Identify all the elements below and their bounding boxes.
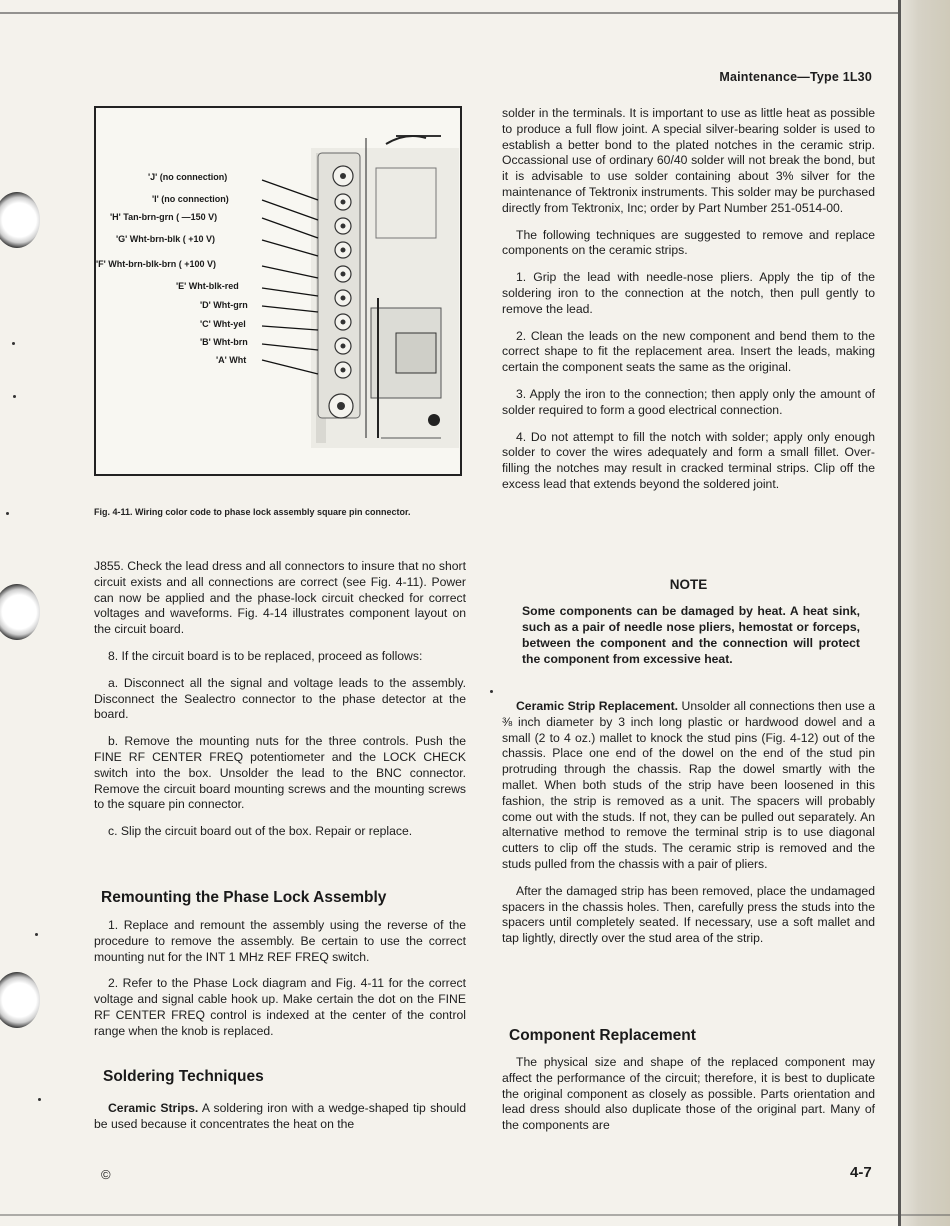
paragraph-text: A soldering iron with a wedge-shaped tip should be used because it concentrates the heat on the: [94, 1101, 466, 1131]
run-in-heading: Ceramic Strips.: [108, 1101, 199, 1115]
pin-label-d: 'D' Wht-grn: [200, 300, 248, 310]
paragraph: solder in the terminals. It is important to use as little heat as possible to produce a full flow joint. A special silver-bearing solder is used to establish a better bond to the plated notches in the ceramic strip. Occassional use of ordinary 60/40 solder will not break the bond, but it is advisable to use solder containing about 3% silver for the maintenance of Tektronix instruments. This solder may be purchased directly from Tektronix, Inc; order by Part Number 251-0514-00.: [502, 106, 875, 215]
paragraph: 2. Refer to the Phase Lock diagram and Fig. 4-11 for the correct voltage and signal cable hook up. Make certain the dot on the FINE RF CENTER FREQ control is indexed at the center of the control range when the knob is replaced.: [94, 976, 466, 1038]
paragraph: 3. Apply the iron to the connection; then apply only the amount of solder required to form a good electrical connection.: [502, 386, 875, 417]
paragraph: 8. If the circuit board is to be replaced, proceed as follows:: [108, 648, 423, 663]
scan-speck: [12, 342, 15, 345]
scan-speck: [38, 1098, 41, 1101]
note-text: Some components can be damaged by heat. A heat sink, such as a pair of needle nose pliers, hemostat or forceps, between the component and the connection will protect the component from excessive heat.: [522, 604, 860, 666]
pin-label-g: 'G' Wht-brn-blk ( +10 V): [116, 234, 216, 244]
paragraph: c. Slip the circuit board out of the box. Repair or replace.: [108, 824, 413, 839]
left-column-upper: [94, 559, 466, 840]
page-right-edge: [898, 0, 950, 1226]
copyright-symbol: ©: [101, 1167, 111, 1182]
punch-hole: [0, 972, 40, 1028]
paragraph: After the damaged strip has been removed, place the undamaged spacers in the chassis holes. Then, carefully press the studs into the spacers until completely seated. If necessary, use a soft mallet and tap lightly, directly over the stud area of the strip.: [502, 883, 875, 946]
paragraph: J855. Check the lead dress and all connectors to insure that no short circuit exists and all connections are correct (see Fig. 4-11). Power can now be applied and the phase-lock circuit checked for correct voltages and waveforms. Fig. 4-14 illustrates component layout on the circuit board.: [94, 559, 466, 637]
paragraph: 2. Clean the leads on the new component and bend them to the correct shape to fit the replacement area. Insert the leads, making certain the component seats the same as the original.: [502, 328, 875, 375]
paragraph: 4. Do not attempt to fill the notch with solder; apply only enough solder to cover the wires adequately and form a small fillet. Over-filling the notches may result in cracked terminal strips. Clip off the excess lead that extends beyond the soldered joint.: [502, 429, 875, 491]
paragraph: a. Disconnect all the signal and voltage leads to the assembly. Disconnect the Sealectro connector to the phase detector at the board.: [94, 675, 466, 722]
paragraph: The physical size and shape of the replaced component may affect the performance of the circuit; therefore, it is best to duplicate the original component as closely as possible. Parts orientation and lead dress should also duplicate those of the original part. Many of the components are: [502, 1055, 875, 1133]
section-heading: Remounting the Phase Lock Assembly: [101, 889, 387, 906]
paragraph: 1. Grip the lead with needle-nose pliers. Apply the tip of the soldering iron to the connection at the notch, then pull gently to remove the lead.: [502, 270, 875, 316]
scan-speck: [35, 933, 38, 936]
paragraph: [502, 699, 875, 873]
page-header: Maintenance—Type 1L30: [719, 70, 872, 84]
left-column-solder: [94, 1101, 466, 1133]
paragraph: [94, 1101, 466, 1133]
paragraph: 1. Replace and remount the assembly using the reverse of the procedure to remove the assembly. Be certain to use the correct mounting nut for the INT 1 MHz REF FREQ switch.: [94, 918, 466, 964]
connector-photo: [96, 108, 464, 478]
left-column-remount: [94, 918, 466, 1040]
punch-hole: [0, 192, 40, 248]
paragraph: The following techniques are suggested to remove and replace components on the ceramic strips.: [502, 227, 875, 258]
paragraph-text: Unsolder all connections then use a ⅜ inch diameter by 3 inch long plastic or hardwood dowel and a small (2 to 4 oz.) mallet to knock the stud pins (Fig. 4-12) out of the chassis. Place one end of the dowel on the end of the stud pin protruding through the chassis. Rap the dowel smartly with the mallet. When both studs of the strip have been loosened in this fashion, the strip is removed as a unit. The spacers will probably come out with the studs. If not, they can be pulled out separately. An alternative method to remove the terminal strip is to use diagonal cutters to clip off the studs. The ceramic strip is removed and the studs pulled from the chassis with a pair of pliers.: [502, 699, 875, 871]
pin-label-i: 'I' (no connection): [152, 194, 229, 204]
note-heading: NOTE: [669, 577, 708, 592]
page-bottom-edge: [0, 1214, 950, 1226]
scan-speck: [490, 690, 493, 693]
scan-speck: [13, 395, 16, 398]
page-number: 4-7: [850, 1164, 872, 1181]
pin-label-a: 'A' Wht: [216, 355, 247, 365]
pin-label-c: 'C' Wht-yel: [200, 319, 246, 329]
right-column-component: [502, 1055, 875, 1134]
pin-label-f: 'F' Wht-brn-blk-brn ( +100 V): [96, 259, 217, 269]
section-heading: Soldering Techniques: [103, 1068, 264, 1085]
scan-speck: [6, 512, 9, 515]
figure-4-11: [94, 106, 462, 476]
pin-label-h: 'H' Tan-brn-grn ( —150 V): [110, 212, 218, 222]
right-column-upper: [502, 106, 875, 493]
pin-label-j: 'J' (no connection): [148, 172, 228, 182]
pin-label-b: 'B' Wht-brn: [200, 337, 248, 347]
right-column-lower: [502, 699, 875, 947]
figure-caption: Fig. 4-11. Wiring color code to phase lock assembly square pin connector.: [94, 507, 411, 517]
punch-hole: [0, 584, 40, 640]
pin-label-e: 'E' Wht-blk-red: [176, 281, 239, 291]
section-heading: Component Replacement: [509, 1027, 696, 1044]
paragraph: b. Remove the mounting nuts for the three controls. Push the FINE RF CENTER FREQ potentiometer and the LOCK CHECK switch into the box. Unsolder the lead to the BNC connector. Remove the circuit board mounting screws and the mounting screws to the square pin connector.: [94, 734, 466, 812]
run-in-heading: Ceramic Strip Replacement.: [516, 699, 679, 713]
page-top-edge: [0, 0, 898, 14]
